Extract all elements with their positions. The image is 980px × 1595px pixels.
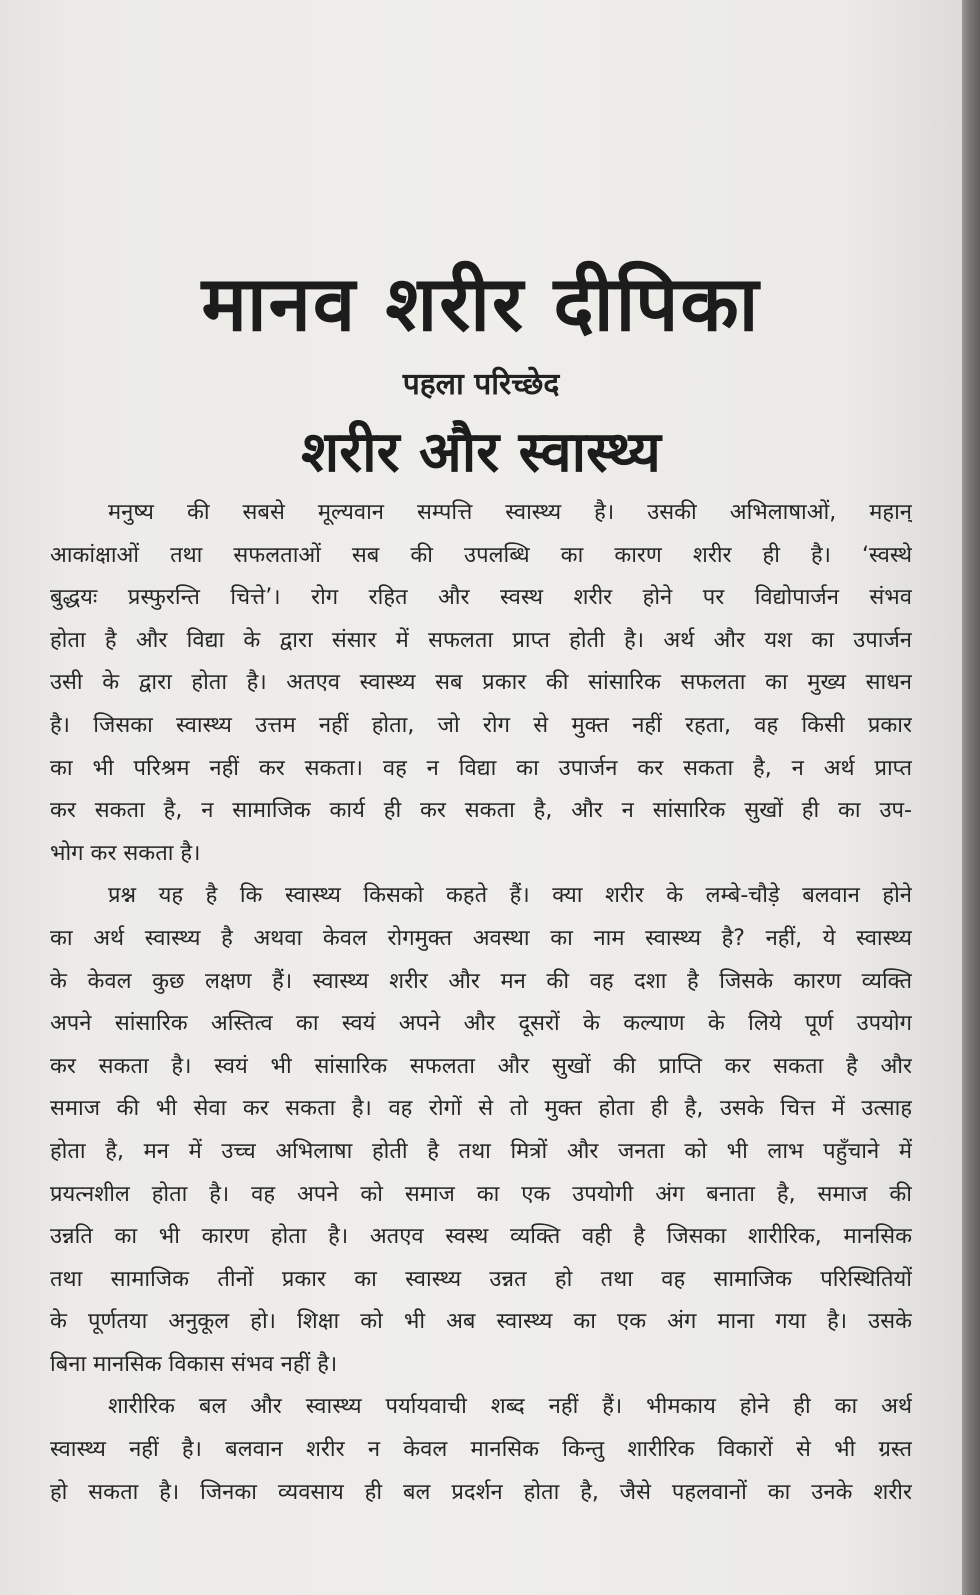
text-line: होता है, मन में उच्च अभिलाषा होती है तथा मित्रों और जनता को भी लाभ पहुँचाने में bbox=[50, 1138, 912, 1164]
text-line: कर सकता है। स्वयं भी सांसारिक सफलता और सुखों की प्राप्ति कर सकता है और bbox=[50, 1053, 912, 1079]
page-edge-shadow bbox=[962, 0, 980, 1595]
text-line: के केवल कुछ लक्षण हैं। स्वास्थ्य शरीर और मन की वह दशा है जिसके कारण व्यक्ति bbox=[50, 968, 912, 994]
text-line: भोग कर सकता है। bbox=[50, 840, 201, 866]
text-line: बिना मानसिक विकास संभव नहीं है। bbox=[50, 1351, 338, 1377]
text-line: का भी परिश्रम नहीं कर सकता। वह न विद्या का उपार्जन कर सकता है, न अर्थ प्राप्त bbox=[50, 755, 912, 781]
text-line: उन्नति का भी कारण होता है। अतएव स्वस्थ व्यक्ति वही है जिसका शारीरिक, मानसिक bbox=[50, 1224, 912, 1250]
text-line: तथा सामाजिक तीनों प्रकार का स्वास्थ्य उन्नत हो तथा वह सामाजिक परिस्थितियों bbox=[50, 1266, 912, 1292]
chapter-title: शरीर और स्वास्थ्य bbox=[301, 420, 661, 485]
chapter-label: पहला परिच्छेद bbox=[402, 367, 560, 402]
text-line: होता है और विद्या के द्वारा संसार में सफलता प्राप्त होती है। अर्थ और यश का उपार्जन bbox=[50, 627, 912, 653]
text-line: स्वास्थ्य नहीं है। बलवान शरीर न केवल मानसिक किन्तु शारीरिक विकारों से भी ग्रस्त bbox=[50, 1437, 912, 1463]
text-line: बुद्धयः प्रस्फुरन्ति चित्ते’। रोग रहित और स्वस्थ शरीर होने पर विद्योपार्जन संभव bbox=[50, 585, 912, 611]
body-text bbox=[50, 492, 912, 1514]
text-line: शारीरिक बल और स्वास्थ्य पर्यायवाची शब्द नहीं हैं। भीमकाय होने ही का अर्थ bbox=[108, 1394, 912, 1420]
text-line: कर सकता है, न सामाजिक कार्य ही कर सकता है, और न सांसारिक सुखों ही का उप- bbox=[50, 798, 912, 824]
text-line: हो सकता है। जिनका व्यवसाय ही बल प्रदर्शन होता है, जैसे पहलवानों का उनके शरीर bbox=[50, 1479, 912, 1505]
text-line: आकांक्षाओं तथा सफलताओं सब की उपलब्धि का कारण शरीर ही है। ‘स्वस्थे bbox=[50, 542, 912, 568]
text-line: प्रश्न यह है कि स्वास्थ्य किसको कहते हैं। क्या शरीर के लम्बे-चौड़े बलवान होने bbox=[108, 883, 912, 909]
text-line: अपने सांसारिक अस्तित्व का स्वयं अपने और दूसरों के कल्याण के लिये पूर्ण उपयोग bbox=[50, 1011, 912, 1037]
text-line: है। जिसका स्वास्थ्य उत्तम नहीं होता, जो रोग से मुक्त नहीं रहता, वह किसी प्रकार bbox=[50, 712, 912, 738]
text-line: का अर्थ स्वास्थ्य है अथवा केवल रोगमुक्त अवस्था का नाम स्वास्थ्य है? नहीं, ये स्वास्थ्य bbox=[50, 925, 912, 951]
text-line: समाज की भी सेवा कर सकता है। वह रोगों से तो मुक्त होता ही है, उसके चित्त में उत्साह bbox=[50, 1096, 912, 1122]
text-line: प्रयत्नशील होता है। वह अपने को समाज का एक उपयोगी अंग बनाता है, समाज की bbox=[50, 1181, 912, 1207]
text-line: उसी के द्वारा होता है। अतएव स्वास्थ्य सब प्रकार की सांसारिक सफलता का मुख्य साधन bbox=[50, 670, 912, 696]
book-title: मानव शरीर दीपिका bbox=[201, 259, 761, 348]
text-line: मनुष्य की सबसे मूल्यवान सम्पत्ति स्वास्थ्य है। उसकी अभिलाषाओं, महान् bbox=[108, 500, 912, 525]
text-line: के पूर्णतया अनुकूल हो। शिक्षा को भी अब स्वास्थ्य का एक अंग माना गया है। उसके bbox=[50, 1309, 912, 1335]
